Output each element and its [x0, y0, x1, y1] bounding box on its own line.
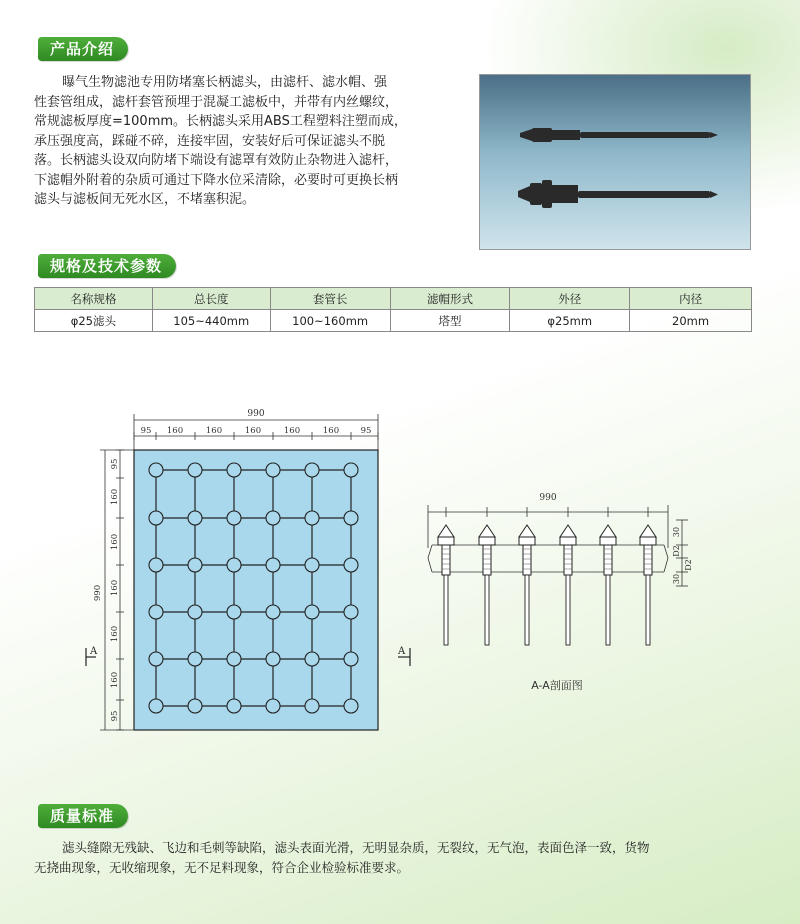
nozzle-hole — [344, 605, 358, 619]
nozzle-hole — [344, 558, 358, 572]
left-dim-label: 160 — [110, 488, 120, 506]
top-dim-label: 160 — [322, 426, 340, 436]
nozzle-hole — [227, 605, 241, 619]
nozzle-hole — [305, 652, 319, 666]
left-dim-label: 95 — [110, 458, 120, 470]
quality-paragraph — [34, 838, 774, 877]
section-dim-label: 30 — [672, 573, 681, 585]
nozzle-hole — [305, 511, 319, 525]
plan-height-label: 990 — [93, 584, 103, 602]
nozzle-hole — [149, 605, 163, 619]
nozzle-hole — [188, 699, 202, 713]
filter-plate — [134, 450, 378, 730]
nozzle-hole — [266, 511, 280, 525]
section-nozzle — [560, 507, 576, 645]
section-nozzle — [519, 507, 535, 645]
nozzle-hole — [266, 463, 280, 477]
nozzle-hole — [188, 558, 202, 572]
section-nozzle — [479, 507, 495, 645]
spec-header-cell: 外径 — [510, 288, 630, 310]
nozzle-hole — [266, 558, 280, 572]
section-mark-right: A — [398, 646, 406, 657]
nozzle-hole — [188, 463, 202, 477]
nozzle-hole — [344, 463, 358, 477]
spec-cell: 100~160mm — [270, 310, 390, 332]
quality-heading: 质量标准 — [38, 804, 128, 828]
nozzle-hole — [266, 652, 280, 666]
top-dim-label: 160 — [205, 426, 223, 436]
section-dim-label: 30 — [672, 526, 681, 538]
intro-line-6: 下滤帽外附着的杂质可通过下降水位采清除，必要时可更换长柄 — [34, 172, 399, 188]
spec-header-cell: 名称规格 — [35, 288, 153, 310]
top-dim-label: 95 — [140, 426, 152, 436]
nozzle-hole — [305, 558, 319, 572]
intro-line-1: 曝气生物滤池专用防堵塞长柄滤头，由滤杆、滤水帽、强 — [62, 75, 388, 90]
left-dim-label: 95 — [110, 710, 120, 722]
nozzle-hole — [227, 511, 241, 525]
nozzle-hole — [305, 605, 319, 619]
nozzle-hole — [149, 558, 163, 572]
left-dim-label: 160 — [110, 671, 120, 689]
intro-line-3: 常规滤板厚度=100mm。长柄滤头采用ABS工程塑料注塑而成， — [34, 114, 407, 129]
nozzle-hole — [149, 511, 163, 525]
nozzle-hole — [188, 652, 202, 666]
intro-line-5: 落。长柄滤头设双向防堵下端设有滤罩有效防止杂物进入滤杆， — [34, 153, 399, 168]
section-dim-label: D2 — [672, 545, 681, 557]
intro-line-4: 承压强度高，踩碰不碎，连接牢固，安装好后可保证滤头不脱 — [34, 133, 386, 149]
nozzle-hole — [305, 463, 319, 477]
left-dim-label: 160 — [110, 625, 120, 643]
nozzle-hole — [227, 558, 241, 572]
section-nozzles — [438, 507, 656, 645]
nozzle-hole — [188, 605, 202, 619]
nozzle-hole — [266, 699, 280, 713]
spec-header-cell: 内径 — [630, 288, 752, 310]
spec-cell: φ25mm — [510, 310, 630, 332]
top-dim-label: 160 — [166, 426, 184, 436]
nozzle-hole — [305, 699, 319, 713]
nozzle-hole — [344, 699, 358, 713]
spec-cell: φ25滤头 — [35, 310, 153, 332]
spec-heading: 规格及技术参数 — [38, 254, 176, 278]
top-dim-label: 95 — [360, 426, 372, 436]
intro-line-2: 性套管组成，滤杆套管预埋于混凝工滤板中，并带有内丝螺纹， — [34, 94, 399, 110]
nozzle-hole — [227, 652, 241, 666]
top-dim-label: 160 — [244, 426, 262, 436]
quality-line-2: 无挠曲现象，无收缩现象，无不足料现象，符合企业检验标准要求。 — [34, 859, 410, 875]
section-nozzle — [438, 507, 454, 645]
spec-cell: 20mm — [630, 310, 752, 332]
section-width-label: 990 — [539, 493, 557, 503]
nozzle-hole — [344, 652, 358, 666]
spec-header-cell: 总长度 — [152, 288, 270, 310]
nozzle-hole — [227, 463, 241, 477]
spec-header-cell: 套管长 — [270, 288, 390, 310]
spec-cell: 塔型 — [390, 310, 510, 332]
nozzle-hole — [227, 699, 241, 713]
quality-line-1: 滤头缝隙无残缺、飞边和毛刺等缺陷，滤头表面光滑，无明显杂质，无裂纹，无气泡，表面色泽一致，货物 — [62, 840, 650, 855]
nozzle-hole — [149, 699, 163, 713]
nozzle-hole — [188, 511, 202, 525]
section-dim-label: D2 — [684, 559, 693, 571]
plan-width-label: 990 — [247, 409, 265, 419]
nozzle-hole — [344, 511, 358, 525]
spec-header-cell: 滤帽形式 — [390, 288, 510, 310]
left-dim-label: 160 — [110, 533, 120, 551]
section-caption: A-A剖面图 — [531, 679, 583, 692]
nozzle-hole — [149, 652, 163, 666]
intro-line-7: 滤头与滤板间无死水区，不堵塞积泥。 — [34, 192, 256, 207]
intro-heading: 产品介绍 — [38, 37, 128, 61]
spec-cell: 105~440mm — [152, 310, 270, 332]
nozzle-hole — [266, 605, 280, 619]
left-dim-label: 160 — [110, 579, 120, 597]
nozzle-hole — [149, 463, 163, 477]
top-dim-label: 160 — [283, 426, 301, 436]
section-nozzle — [640, 507, 656, 645]
section-mark-left: A — [90, 646, 98, 657]
section-nozzle — [600, 507, 616, 645]
